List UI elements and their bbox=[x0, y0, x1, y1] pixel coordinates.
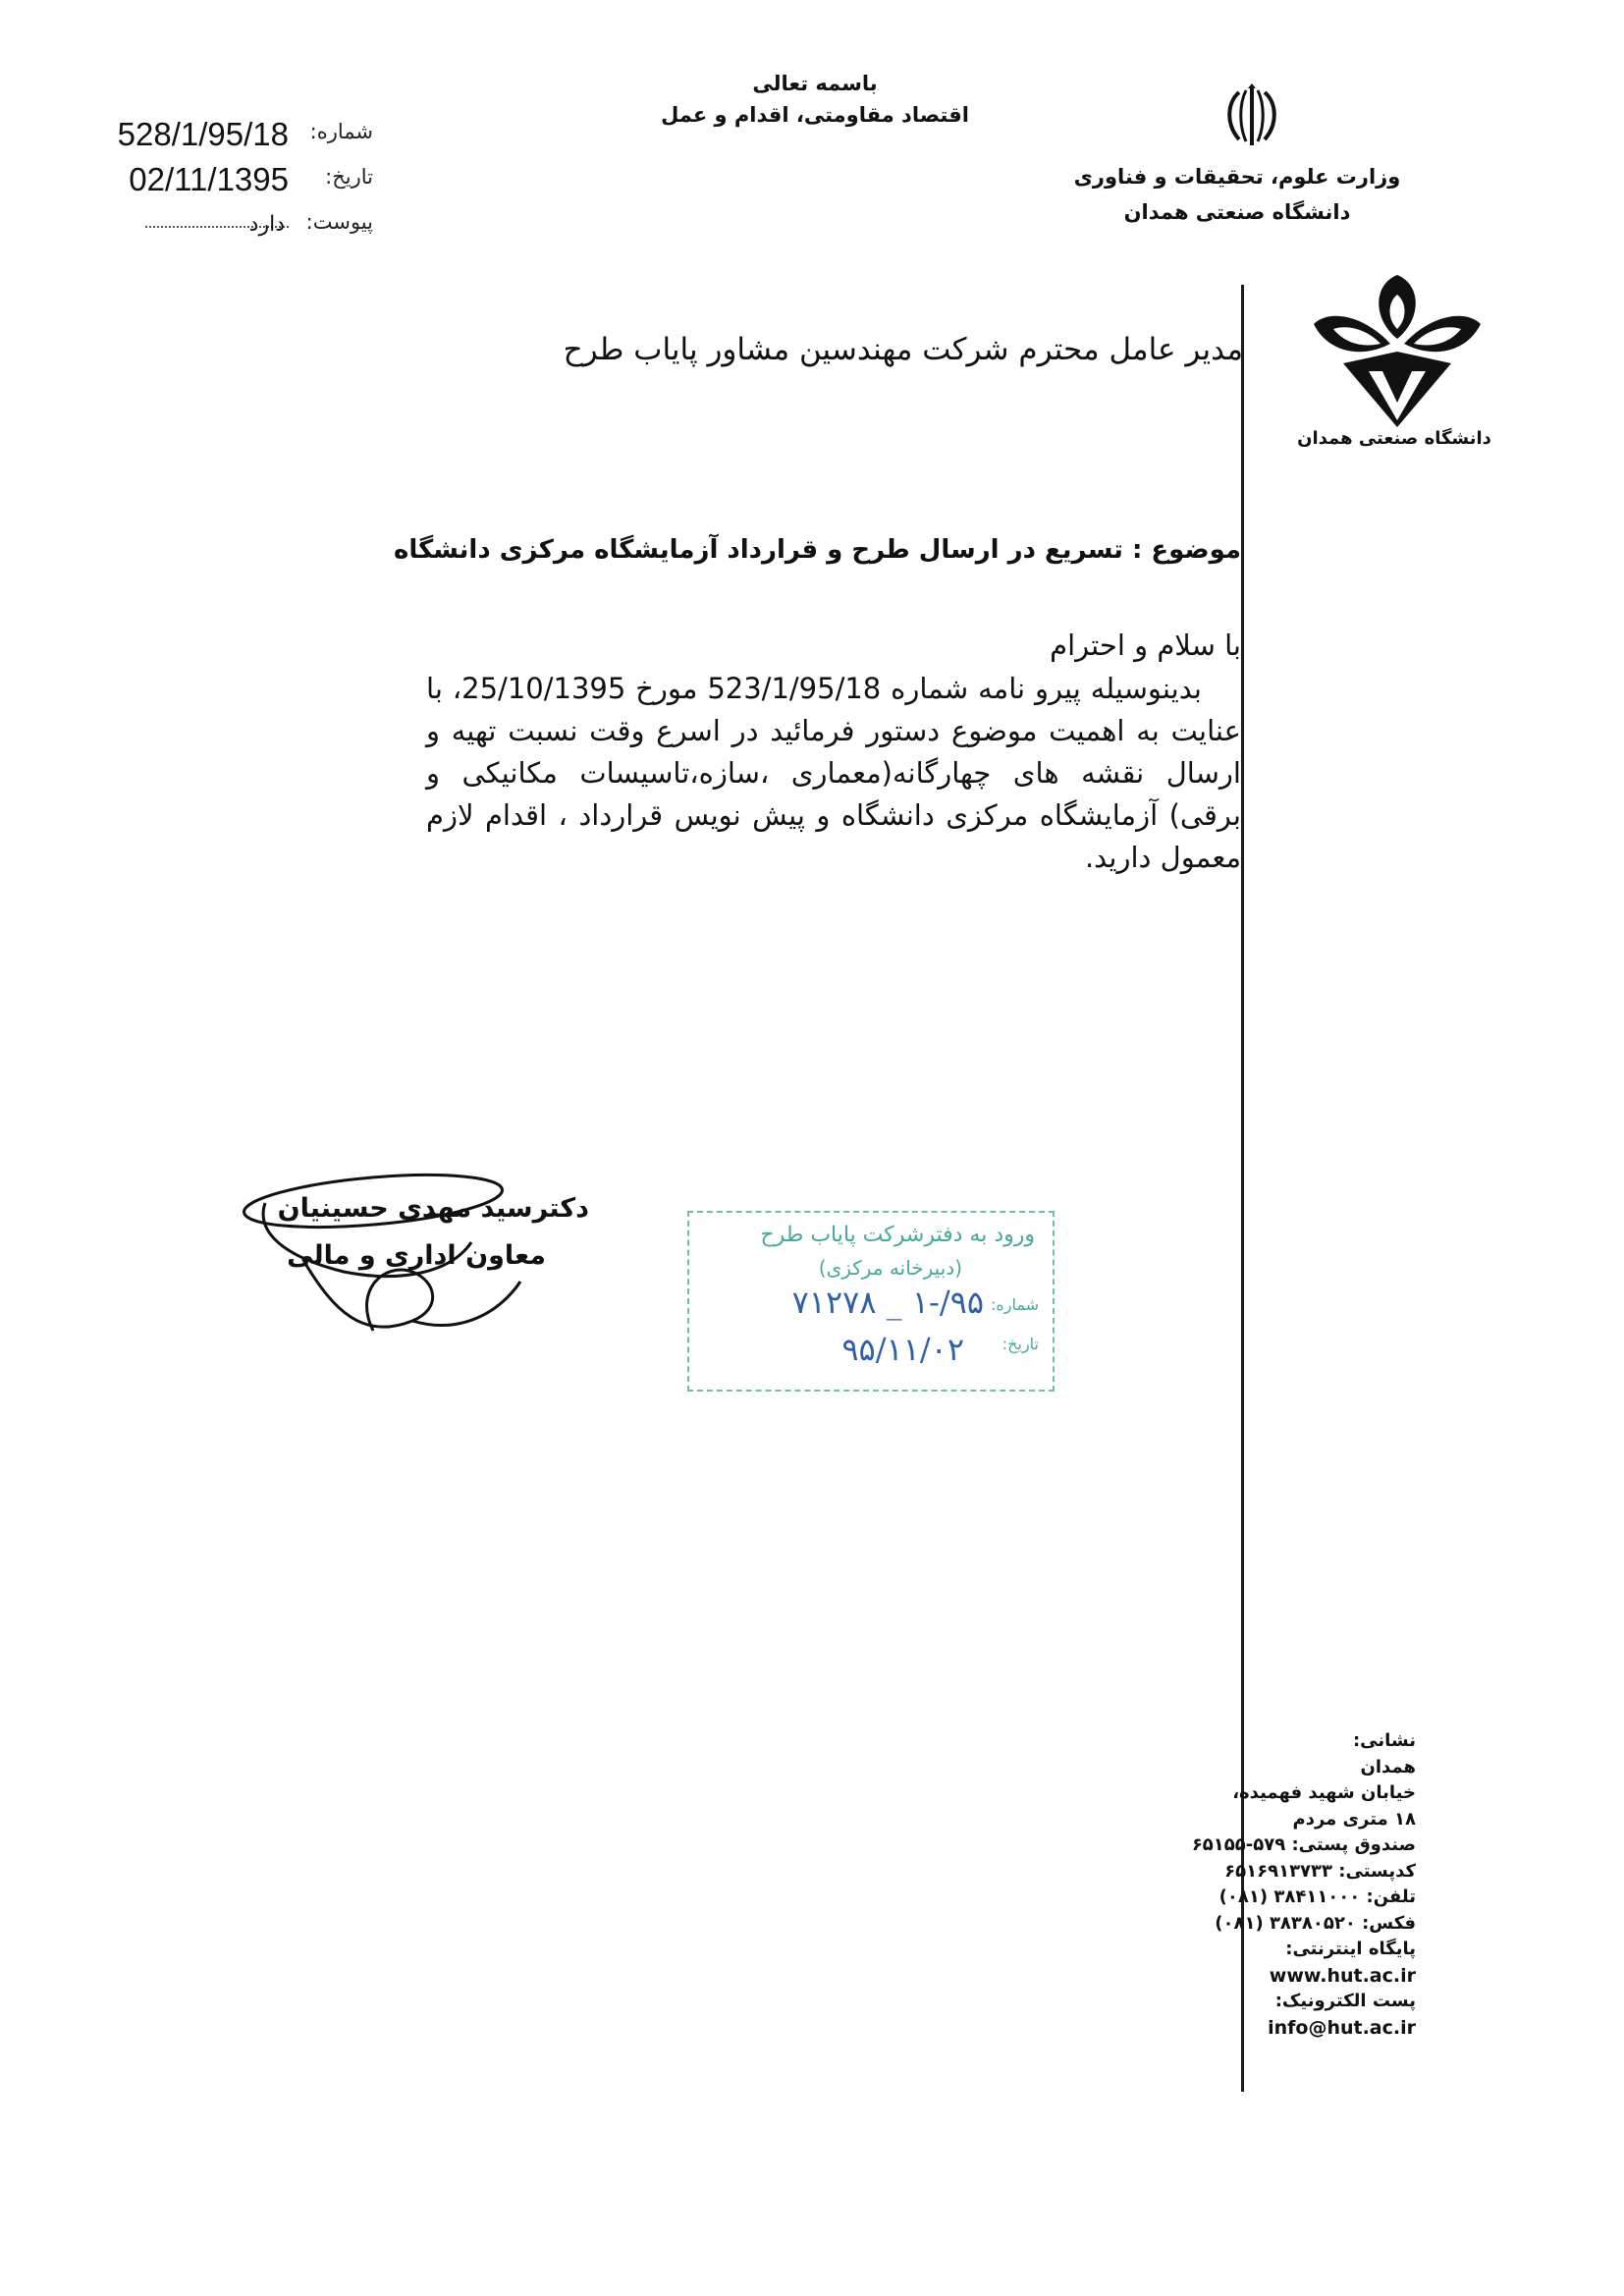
stamp-title: ورود به دفترشرکت پایاب طرح bbox=[760, 1223, 1035, 1247]
attachment-value: دارد bbox=[248, 212, 285, 237]
address-city: همدان bbox=[1360, 1756, 1416, 1777]
stamp-date: ۹۵/۱۱/۰۲ bbox=[841, 1331, 964, 1368]
meta-number-row bbox=[59, 116, 373, 161]
signatory-title: معاون اداری و مالی bbox=[287, 1240, 546, 1271]
iran-emblem-icon bbox=[1218, 82, 1286, 151]
stamp-number: ۷۱۲۷۸ _ ۱-/۹۵ bbox=[791, 1284, 984, 1321]
email-label: پست الکترونیک: bbox=[1274, 1991, 1416, 2011]
university-logo-icon bbox=[1304, 265, 1490, 432]
motto-line: اقتصاد مقاومتی، اقدام و عمل bbox=[661, 103, 969, 127]
logo-caption: دانشگاه صنعتی همدان bbox=[1297, 428, 1491, 449]
body-paragraph: بدینوسیله پیرو نامه شماره 523/1/95/18 مورخ 25/10/1395، با عنایت به اهمیت موضوع دستور فرمائید در اسرع وقت نسبت تهیه و ارسال نقشه های چهارگانه(معماری ،سازه،تاسیسات مکانیکی و برقی) آزمایشگاه مرکزی دانشگاه و پیش نویس قرارداد ، اقدام لازم معمول دارید. bbox=[426, 672, 1241, 874]
contact-info bbox=[1190, 1728, 1416, 2041]
attachment-label: پیوست: bbox=[305, 210, 373, 234]
date-label: تاریخ: bbox=[325, 165, 373, 189]
university-name: دانشگاه صنعتی همدان bbox=[1123, 200, 1351, 224]
receipt-stamp bbox=[687, 1211, 1055, 1392]
number-label: شماره: bbox=[309, 120, 373, 143]
signatory-name: دکترسید مهدی حسینیان bbox=[277, 1193, 589, 1224]
stamp-date-label: تاریخ: bbox=[1001, 1335, 1039, 1353]
meta-attachment-row bbox=[59, 206, 373, 251]
greeting: با سلام و احترام bbox=[1050, 629, 1241, 662]
address-street-2: ۱۸ متری مردم bbox=[1292, 1808, 1416, 1830]
phone-number: تلفن: ۳۸۴۱۱۰۰۰ (۰۸۱) bbox=[1218, 1886, 1416, 1907]
address-street: خیابان شهید فهمیده، bbox=[1232, 1782, 1416, 1803]
meta-date-row bbox=[59, 161, 373, 206]
bismillah: باسمه تعالی bbox=[752, 72, 878, 95]
letter-meta bbox=[59, 116, 373, 251]
letter-date: 02/11/1395 bbox=[129, 161, 289, 197]
email-link[interactable]: info@hut.ac.ir bbox=[1268, 2016, 1416, 2039]
letter-number: 528/1/95/18 bbox=[117, 116, 289, 152]
postal-code: کدپستی: ۶۵۱۶۹۱۳۷۳۳ bbox=[1224, 1860, 1416, 1882]
website-link[interactable]: www.hut.ac.ir bbox=[1269, 1964, 1416, 1987]
fax-number: فکس: ۳۸۳۸۰۵۲۰ (۰۸۱) bbox=[1215, 1912, 1416, 1934]
po-box: صندوق پستی: ۵۷۹-۶۵۱۵۵ bbox=[1191, 1834, 1416, 1855]
letter-body bbox=[426, 668, 1241, 879]
subject-line: موضوع : تسریع در ارسال طرح و قرارداد آزمایشگاه مرکزی دانشگاه bbox=[393, 535, 1241, 565]
stamp-number-label: شماره: bbox=[990, 1295, 1039, 1314]
ministry-heading bbox=[1060, 159, 1414, 230]
ministry-name: وزارت علوم، تحقیقات و فناوری bbox=[1073, 165, 1401, 189]
stamp-subtitle: (دبیرخانه مرکزی) bbox=[818, 1256, 962, 1280]
address-label: نشانی: bbox=[1352, 1730, 1416, 1751]
recipient-line: مدیر عامل محترم شرکت مهندسین مشاور پایاب طرح bbox=[563, 332, 1243, 367]
letterhead-motto bbox=[628, 69, 1001, 132]
website-label: پایگاه اینترنتی: bbox=[1285, 1939, 1416, 1959]
